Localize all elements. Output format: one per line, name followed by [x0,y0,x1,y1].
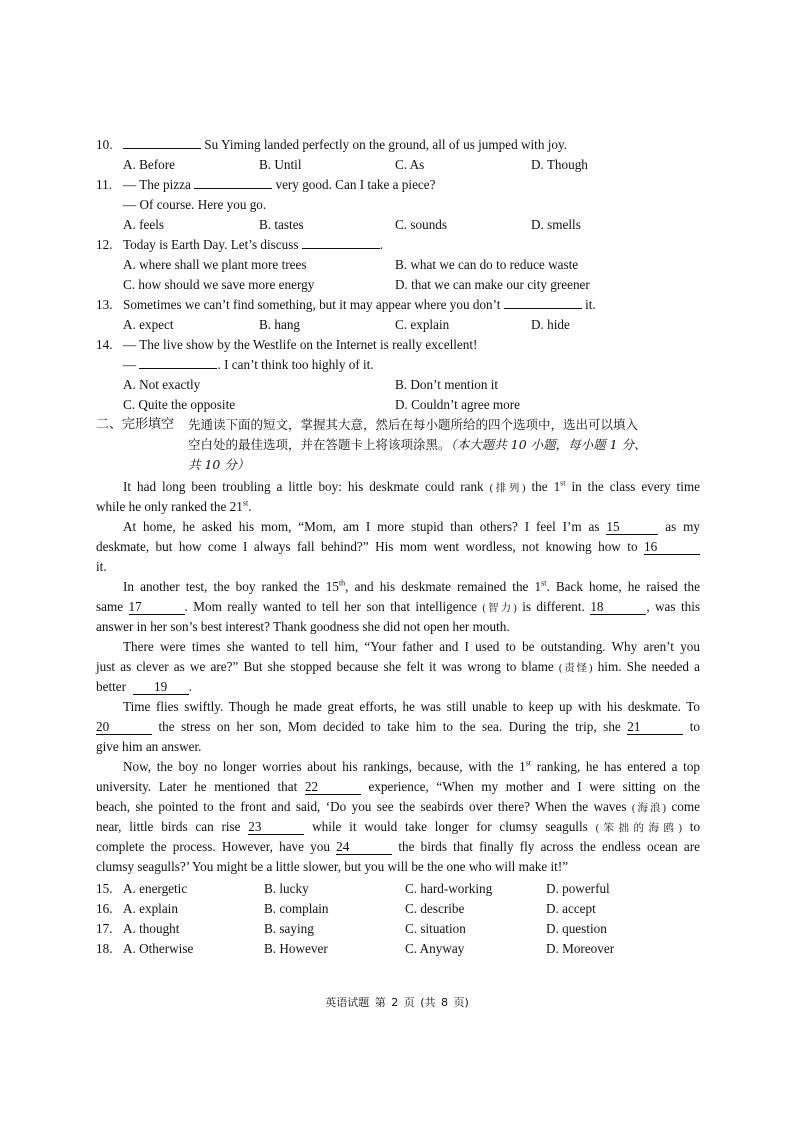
stem-text: Sometimes we can’t find something, but it may appear where you don’t [123,297,501,312]
passage-line: Time flies swiftly. Though he made great efforts, he was still unable to keep up with his deskmate. To [123,699,700,714]
option: D. that we can make our city greener [395,277,590,292]
passage-line [96,497,252,517]
gloss: (笨拙的海鸥) [595,823,682,834]
option: A. feels [123,217,165,232]
option: C. Quite the opposite [123,397,236,412]
cloze-blank: 16 [644,539,700,555]
option: B. Don’t mention it [395,377,499,392]
text: the birds that finally fly across the endless ocean are [398,839,701,854]
option: C. sounds [395,217,448,232]
ordinal: st [242,498,249,508]
cloze-blank: 19 [133,679,189,695]
cloze-blank: 24 [336,839,392,855]
option: D. hide [531,317,570,332]
passage-line [96,657,700,679]
option: D. Though [531,157,588,172]
ordinal: st [560,478,566,488]
text: same [96,599,124,614]
answer-blank [194,175,272,189]
text: near, little birds can rise [96,819,241,834]
text: . [248,499,252,514]
option: B. what we can do to reduce waste [395,257,579,272]
ordinal: th [338,578,346,588]
passage-line [123,577,700,597]
passage-line [96,797,700,819]
text: while he only ranked the 21 [96,499,243,514]
option: D. accept [546,901,596,916]
text: ranking, he has entered a top [536,759,701,774]
text: . Mom really wanted to tell her son that intelligence [184,599,477,614]
text: in the class every time [571,479,700,494]
option: B. However [264,941,328,956]
passage-line [96,777,700,797]
passage-line: There were times she wanted to tell him, “Your father and I used to be outstanding. Why aren’t you [123,639,700,654]
ordinal: st [541,578,547,588]
text: , and his deskmate remained the 1 [345,579,542,594]
text: the 1 [531,479,561,494]
question-number: 15. [96,881,113,896]
passage-line [96,597,700,619]
text: Now, the boy no longer worries about his rankings, because, with the 1 [123,759,526,774]
stem-text: very good. Can I take a piece? [275,177,436,192]
text: . [188,679,192,694]
text: . Back home, he raised the [546,579,700,594]
gloss: (海浪) [631,803,667,814]
option: C. hard-working [405,881,493,896]
gloss: (排列) [489,483,526,494]
question-number: 17. [96,921,113,936]
text: , was this [646,599,701,614]
text: In another test, the boy ranked the 15 [123,579,339,594]
option: D. question [546,921,607,936]
passage-line [96,817,700,839]
passage-line: give him an answer. [96,739,202,754]
text: experience, “When my mother and I were sitting on the [368,779,701,794]
question-stem [123,175,435,195]
stem-text: Today is Earth Day. Let’s discuss [123,237,299,252]
option: A. where shall we plant more trees [123,257,307,272]
option: C. As [395,157,425,172]
text: as my [665,519,701,534]
text: At home, he asked his mom, “Mom, am I more stupid than others? I feel I’m as [123,519,600,534]
option: D. Couldn’t agree more [395,397,521,412]
option: B. Until [259,157,302,172]
stem-text: it. [585,297,596,312]
cloze-blank: 23 [248,819,304,835]
score-note: 共 10 分） [188,457,250,472]
dialogue-reply: — Of course. Here you go. [123,197,267,212]
stem-text: . [379,237,384,252]
option: C. Anyway [405,941,465,956]
stem-text: Su Yiming landed perfectly on the ground, all of us jumped with joy. [204,137,568,152]
option: A. thought [123,921,180,936]
cloze-blank: 22 [305,779,361,795]
text: complete the process. However, have you [96,839,330,854]
passage-line: clumsy seagulls?’ You might be a little slower, but you will be the one who will make it!” [96,859,569,874]
answer-blank [123,135,201,149]
option: C. how should we save more energy [123,277,315,292]
text: to [689,719,700,734]
cloze-blank: 17 [129,599,185,615]
answer-blank [504,295,582,309]
passage-line [96,837,700,857]
option: A. Otherwise [123,941,194,956]
question-number: 14. [96,337,113,352]
question-stem: — The live show by the Westlife on the Internet is really excellent! [123,337,478,352]
option: B. saying [264,921,314,936]
passage-line: it. [96,559,107,574]
text: the stress on her son, Mom decided to take him to the sea. During the trip, she [158,719,621,734]
passage-line [123,517,700,537]
question-stem [123,135,567,155]
question-number: 13. [96,297,113,312]
option: C. explain [395,317,450,332]
instruction-text: 空白处的最佳选项，并在答题卡上将该项涂黑。 [188,437,451,452]
question-number: 16. [96,901,113,916]
text: university. Later he mentioned that [96,779,298,794]
option: A. Before [123,157,175,172]
cloze-blank: 18 [590,599,646,615]
passage-line [123,757,700,777]
stem-text: — [123,357,137,372]
text: to [689,819,701,834]
option: A. expect [123,317,174,332]
text: while it would take longer for clumsy seagulls [312,819,588,834]
dialogue-reply [123,355,374,375]
question-stem [123,295,596,315]
text: better [96,679,127,694]
section-instructions [188,435,647,455]
option: A. Not exactly [123,377,201,392]
text: come [671,799,700,814]
text: him. She needed a [597,659,700,674]
text: just as clever as we are?” But she stopped because she felt it was wrong to blame [96,659,554,674]
text: beach, she pointed to the front and said, ‘Do you see the seabirds over there? When the waves [96,799,627,814]
option: A. explain [123,901,178,916]
option: D. smells [531,217,581,232]
passage-line [96,717,700,737]
option: B. tastes [259,217,304,232]
answer-blank [139,355,217,369]
stem-text: . I can’t think too highly of it. [217,357,374,372]
option: A. energetic [123,881,188,896]
gloss: (智力) [482,603,517,614]
section-title: 二、完形填空 [96,417,175,432]
cloze-blank: 15 [606,519,658,535]
score-note: （本大题共 10 小题，每小题 1 分、 [450,437,647,452]
question-number: 11. [96,177,112,192]
question-number: 10. [96,137,113,152]
option: C. situation [405,921,466,936]
option: D. powerful [546,881,610,896]
option: B. lucky [264,881,309,896]
option: C. describe [405,901,465,916]
text: deskmate, but how come I always fall behind?” His mom went wordless, not knowing how to [96,539,638,554]
passage-line [96,677,192,697]
option: D. Moreover [546,941,615,956]
gloss: (责怪) [558,663,593,674]
passage-line [123,477,700,499]
option: B. hang [259,317,301,332]
section-instructions: 先通读下面的短文，掌握其大意，然后在每小题所给的四个选项中，选出可以填入 [188,417,639,432]
answer-blank [302,235,380,249]
text: It had long been troubling a little boy: his deskmate could rank [123,479,484,494]
cloze-blank: 20 [96,719,152,735]
passage-line [96,537,700,557]
question-number: 12. [96,237,113,252]
ordinal: st [525,758,532,768]
stem-text: — The pizza [123,177,191,192]
passage-line: answer in her son’s best interest? Thank goodness she did not open her mouth. [96,619,510,634]
option: B. complain [264,901,329,916]
question-number: 18. [96,941,113,956]
page-footer: 英语试题 第 2 页 (共 8 页) [325,996,469,1009]
cloze-blank: 21 [627,719,683,735]
question-stem [123,235,383,255]
text: is different. [522,599,585,614]
